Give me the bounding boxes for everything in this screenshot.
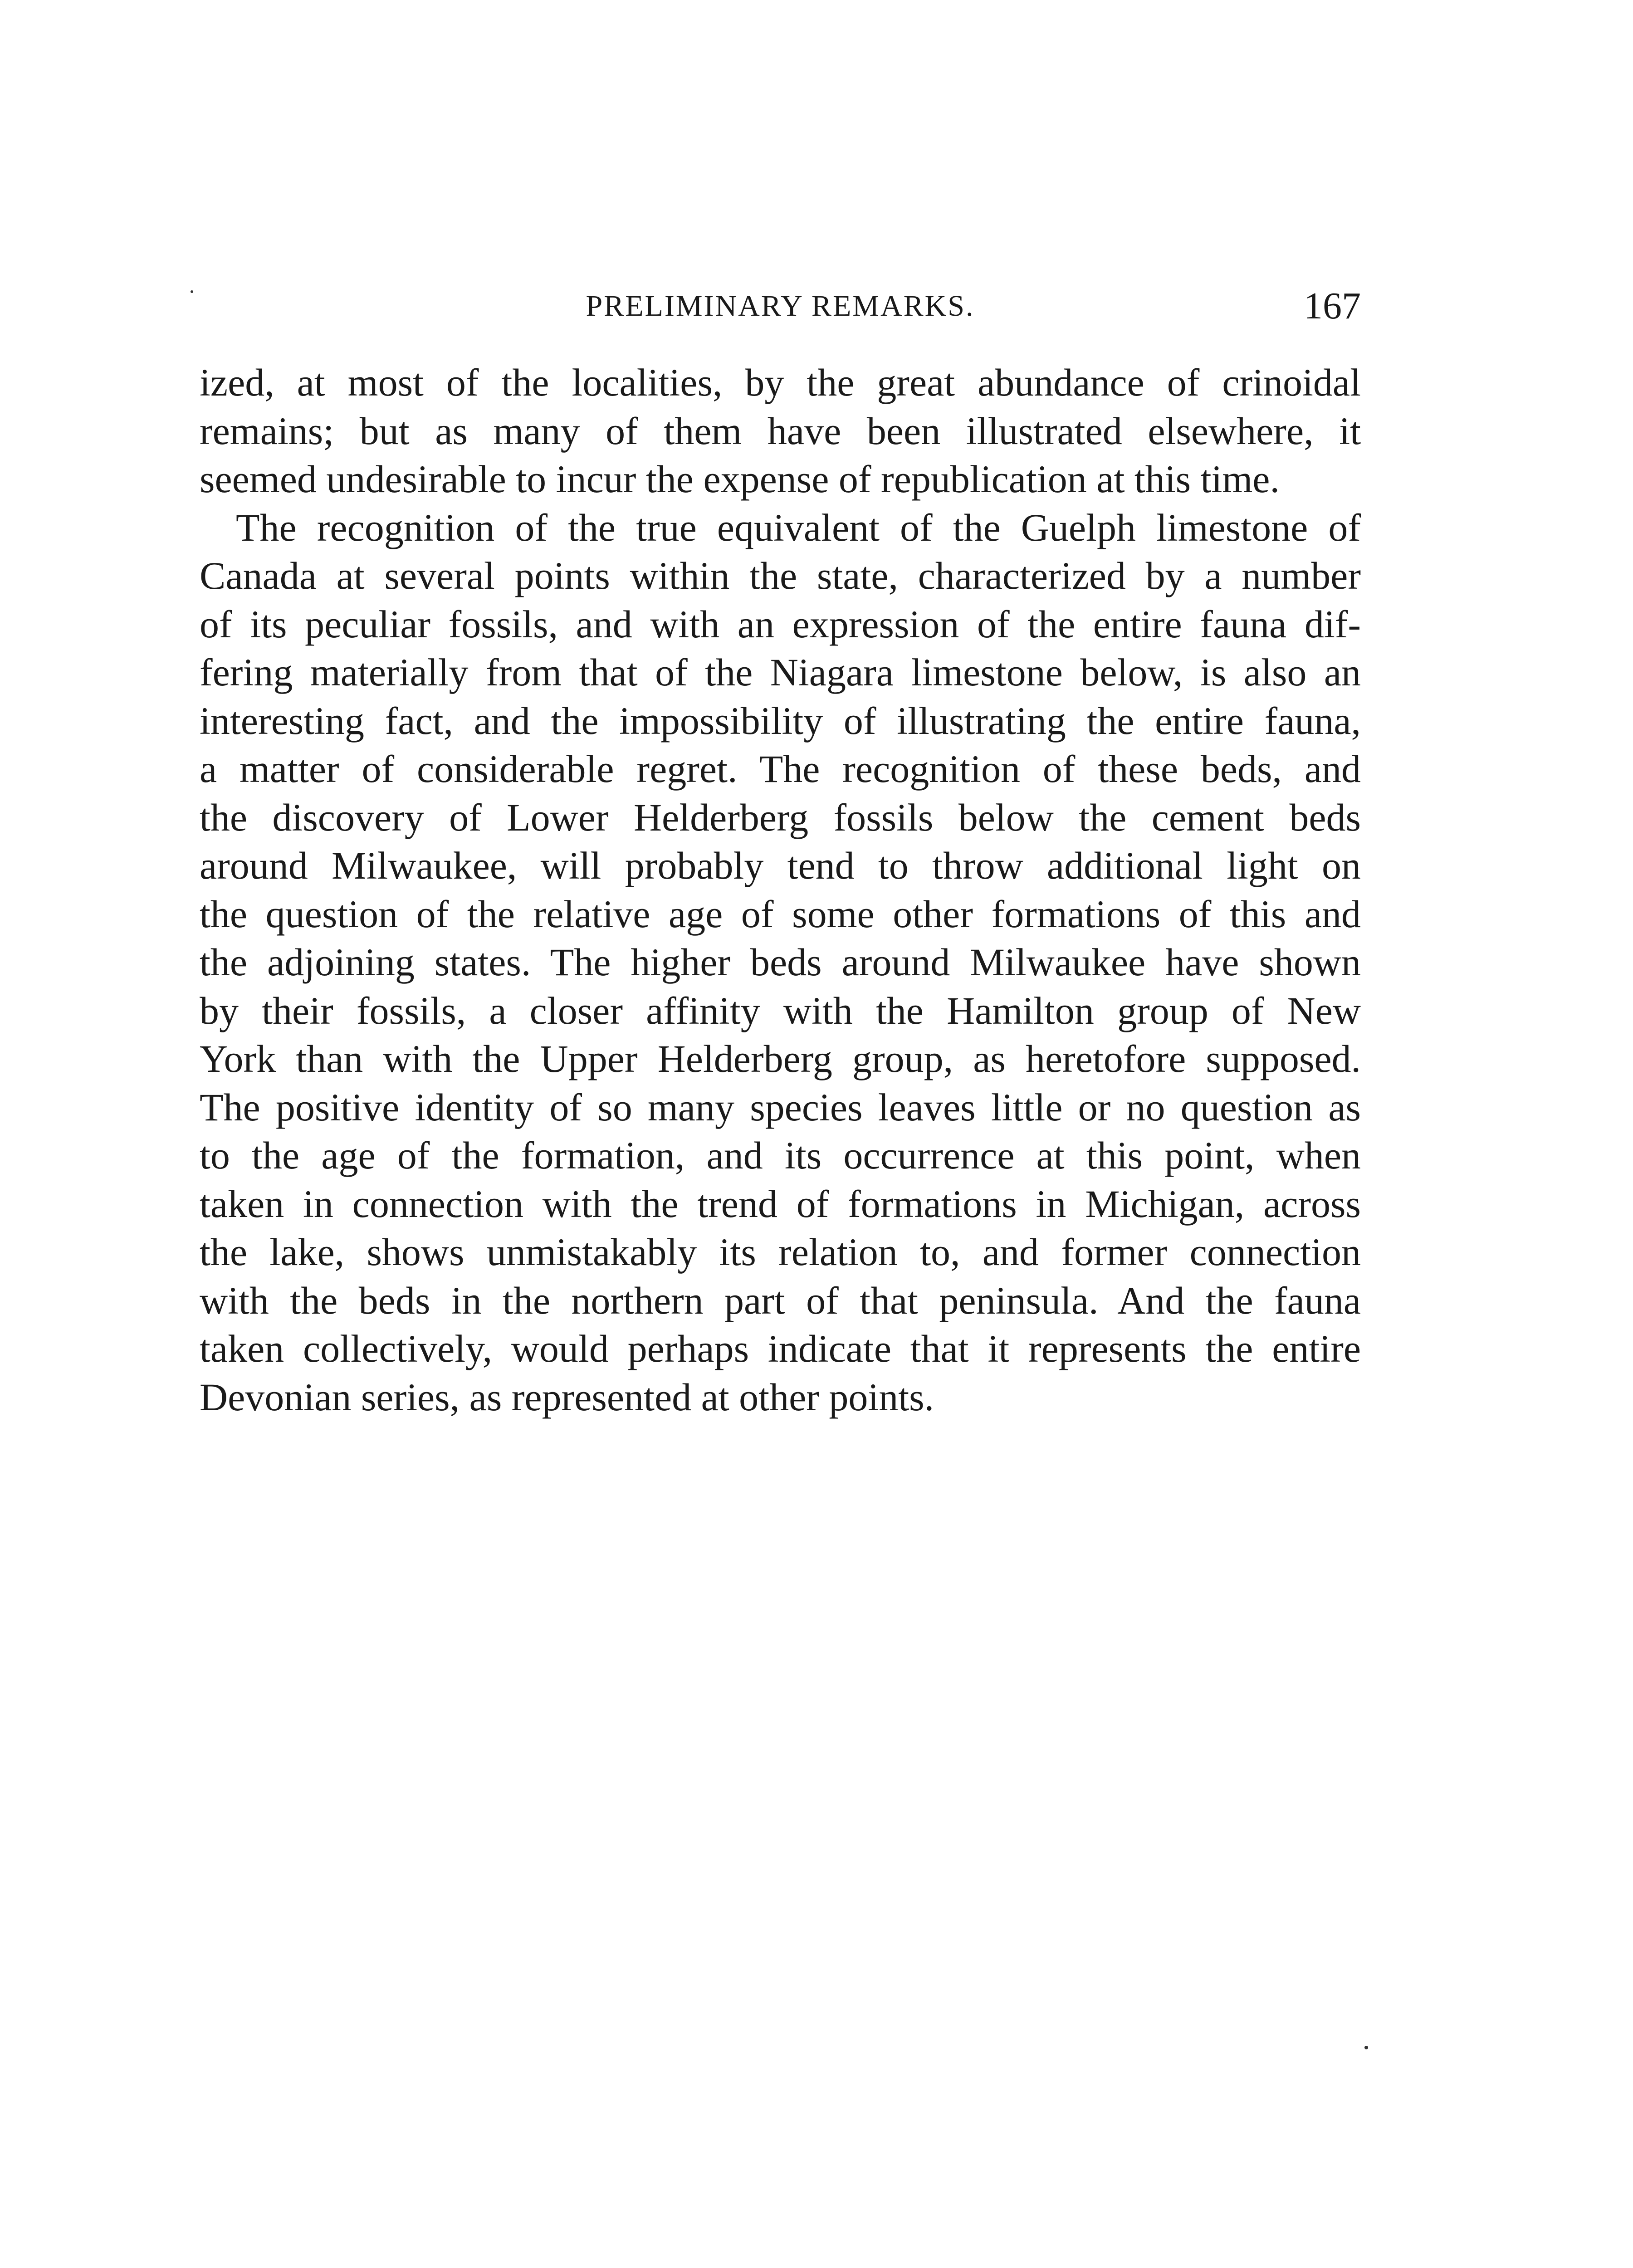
text-line: the discovery of Lower Helderberg fossils below the cement beds [200, 795, 1361, 839]
text-line: seemed undesirable to incur the expense of republication at this time. [200, 457, 1280, 501]
body-text [200, 358, 1361, 1421]
running-head [200, 281, 1361, 331]
text-line: interesting fact, and the impossibility of illustrating the entire fauna, [200, 699, 1361, 743]
scan-speck [191, 290, 193, 293]
text-line: of its peculiar fossils, and with an expression of the entire fauna dif- [200, 602, 1361, 646]
text-line: a matter of considerable regret. The recognition of these beds, and [200, 747, 1361, 791]
text-line: the question of the relative age of some other formations of this and [200, 892, 1361, 936]
text-line: remains; but as many of them have been illustrated elsewhere, it [200, 409, 1361, 453]
paragraph-guelph [200, 503, 1361, 1422]
page-number: 167 [1304, 285, 1361, 327]
text-line: taken in connection with the trend of formations in Michigan, across [200, 1182, 1361, 1226]
text-line: The recognition of the true equivalent of the Guelph limestone of [236, 505, 1361, 549]
paragraph-continued [200, 358, 1361, 503]
text-line: The positive identity of so many species leaves little or no question as [200, 1085, 1361, 1129]
text-line: York than with the Upper Helderberg group, as heretofore supposed. [200, 1037, 1361, 1080]
running-title: PRELIMINARY REMARKS. [586, 289, 975, 323]
text-line: fering materially from that of the Niagara limestone below, is also an [200, 650, 1361, 694]
text-line: by their fossils, a closer affinity with the Hamilton group of New [200, 988, 1361, 1032]
text-line: Devonian series, as represented at other points. [200, 1375, 934, 1419]
text-line: Canada at several points within the state, characterized by a number [200, 554, 1361, 597]
text-line: with the beds in the northern part of that peninsula. And the fauna [200, 1278, 1361, 1322]
text-line: around Milwaukee, will probably tend to throw additional light on [200, 844, 1361, 887]
text-line: to the age of the formation, and its occurrence at this point, when [200, 1134, 1361, 1177]
scan-speck [1364, 2046, 1368, 2049]
text-line: the adjoining states. The higher beds around Milwaukee have shown [200, 940, 1361, 984]
text-line: ized, at most of the localities, by the great abundance of crinoidal [200, 361, 1361, 404]
text-line: the lake, shows unmistakably its relation to, and former connection [200, 1230, 1361, 1274]
text-line: taken collectively, would perhaps indicate that it represents the entire [200, 1327, 1361, 1370]
